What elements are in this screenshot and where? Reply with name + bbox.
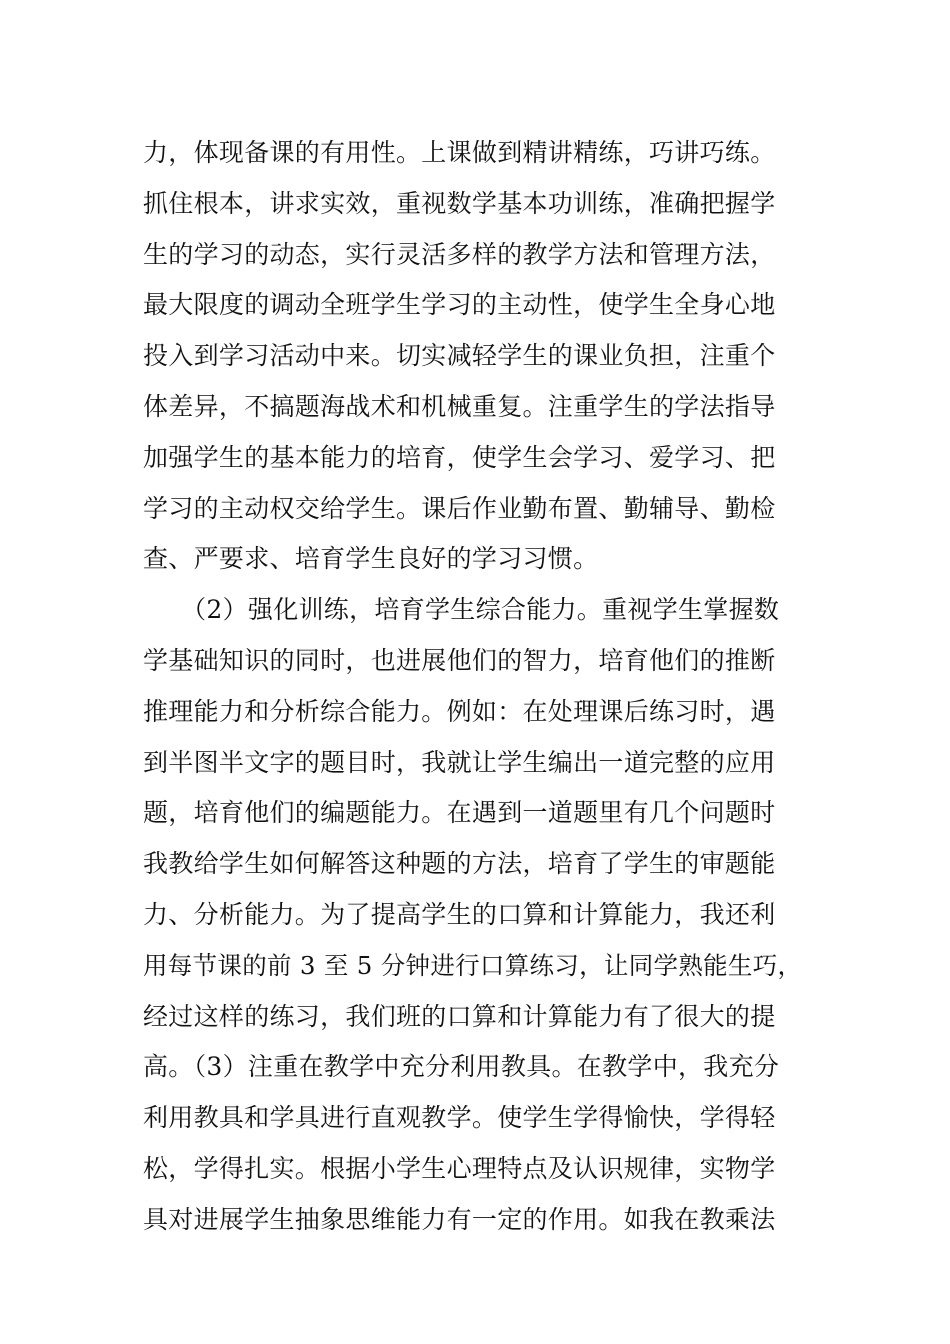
text-line: 力、分析能力。为了提高学生的口算和计算能力，我还利	[143, 899, 776, 929]
text-line: 到半图半文字的题目时，我就让学生编出一道完整的应用	[143, 747, 776, 777]
text-line: 抓住根本，讲求实效，重视数学基本功训练，准确把握学	[143, 188, 776, 218]
text-line: 经过这样的练习，我们班的口算和计算能力有了很大的提	[143, 1001, 776, 1031]
text-line: 利用教具和学具进行直观教学。使学生学得愉快，学得轻	[143, 1103, 776, 1133]
text-line: 用每节课的前 3 至 5 分钟进行口算练习，让同学熟能生巧，	[143, 950, 803, 980]
text-line: 松，学得扎实。根据小学生心理特点及认识规律，实物学	[143, 1153, 776, 1183]
text-line: 力，体现备课的有用性。上课做到精讲精练，巧讲巧练。	[143, 138, 776, 167]
text-line: 我教给学生如何解答这种题的方法，培育了学生的审题能	[143, 849, 776, 879]
text-line: 推理能力和分析综合能力。例如：在处理课后练习时，遇	[143, 696, 776, 726]
text-line: 查、严要求、培育学生良好的学习习惯。	[143, 544, 599, 574]
text-line: 学基础知识的同时，也进展他们的智力，培育他们的推断	[143, 645, 776, 675]
text-line: 具对进展学生抽象思维能力有一定的作用。如我在教乘法	[143, 1204, 776, 1234]
text-line: 题，培育他们的编题能力。在遇到一道题里有几个问题时	[143, 798, 776, 828]
text-line: 体差异，不搞题海战术和机械重复。注重学生的学法指导	[143, 391, 776, 421]
text-line: 加强学生的基本能力的培育，使学生会学习、爱学习、把	[143, 442, 776, 472]
text-line: 学习的主动权交给学生。课后作业勤布置、勤辅导、勤检	[143, 493, 776, 523]
text-line: 生的学习的动态，实行灵活多样的教学方法和管理方法，	[143, 239, 776, 269]
body-text	[143, 128, 813, 1246]
text-line: 高。（3）注重在教学中充分利用教具。在教学中，我充分	[143, 1052, 780, 1082]
text-line: 投入到学习活动中来。切实减轻学生的课业负担，注重个	[143, 341, 776, 371]
text-line: （2）强化训练，培育学生综合能力。重视学生掌握数	[143, 595, 780, 625]
text-line: 最大限度的调动全班学生学习的主动性，使学生全身心地	[143, 290, 776, 320]
